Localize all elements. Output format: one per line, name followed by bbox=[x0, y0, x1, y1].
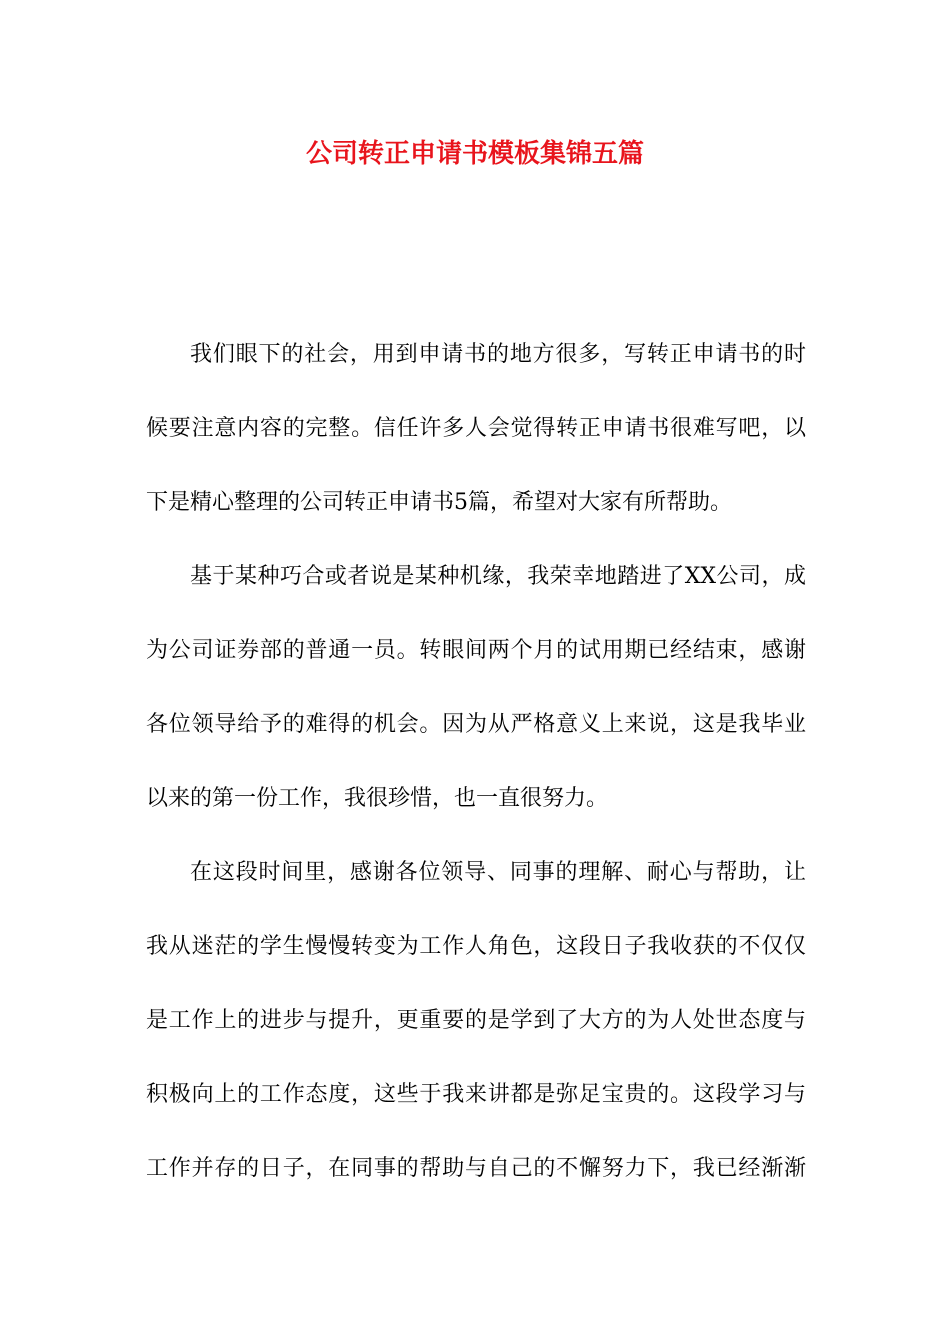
paragraph-line: 我们眼下的社会，用到申请书的地方很多，写转正申请书的时 bbox=[190, 342, 806, 367]
paragraph-line: 积极向上的工作态度，这些于我来讲都是弥足宝贵的。这段学习与 bbox=[146, 1082, 806, 1107]
paragraph-line: 各位领导给予的难得的机会。因为从严格意义上来说，这是我毕业 bbox=[146, 712, 806, 737]
paragraph-line: 是工作上的进步与提升，更重要的是学到了大方的为人处世态度与 bbox=[146, 1008, 806, 1033]
paragraph-line: 下是精心整理的公司转正申请书5篇，希望对大家有所帮助。 bbox=[146, 490, 732, 515]
paragraph-line: 为公司证券部的普通一员。转眼间两个月的试用期已经结束，感谢 bbox=[146, 638, 806, 663]
paragraph-line: 候要注意内容的完整。信任许多人会觉得转正申请书很难写吧，以 bbox=[146, 416, 806, 441]
paragraph-line: 基于某种巧合或者说是某种机缘，我荣幸地踏进了XX公司，成 bbox=[190, 564, 806, 589]
paragraph-line: 我从迷茫的学生慢慢转变为工作人角色，这段日子我收获的不仅仅 bbox=[146, 934, 806, 959]
paragraph-2 bbox=[146, 540, 806, 836]
document-title: 公司转正申请书模板集锦五篇 bbox=[305, 139, 644, 169]
paragraph-3 bbox=[146, 836, 806, 1206]
paragraph-1 bbox=[146, 318, 806, 540]
paragraph-line: 工作并存的日子，在同事的帮助与自己的不懈努力下，我已经渐渐 bbox=[146, 1156, 806, 1181]
paragraph-line: 以来的第一份工作，我很珍惜，也一直很努力。 bbox=[146, 786, 609, 811]
paragraph-line: 在这段时间里，感谢各位领导、同事的理解、耐心与帮助，让 bbox=[190, 860, 806, 885]
document-body bbox=[146, 318, 806, 1206]
